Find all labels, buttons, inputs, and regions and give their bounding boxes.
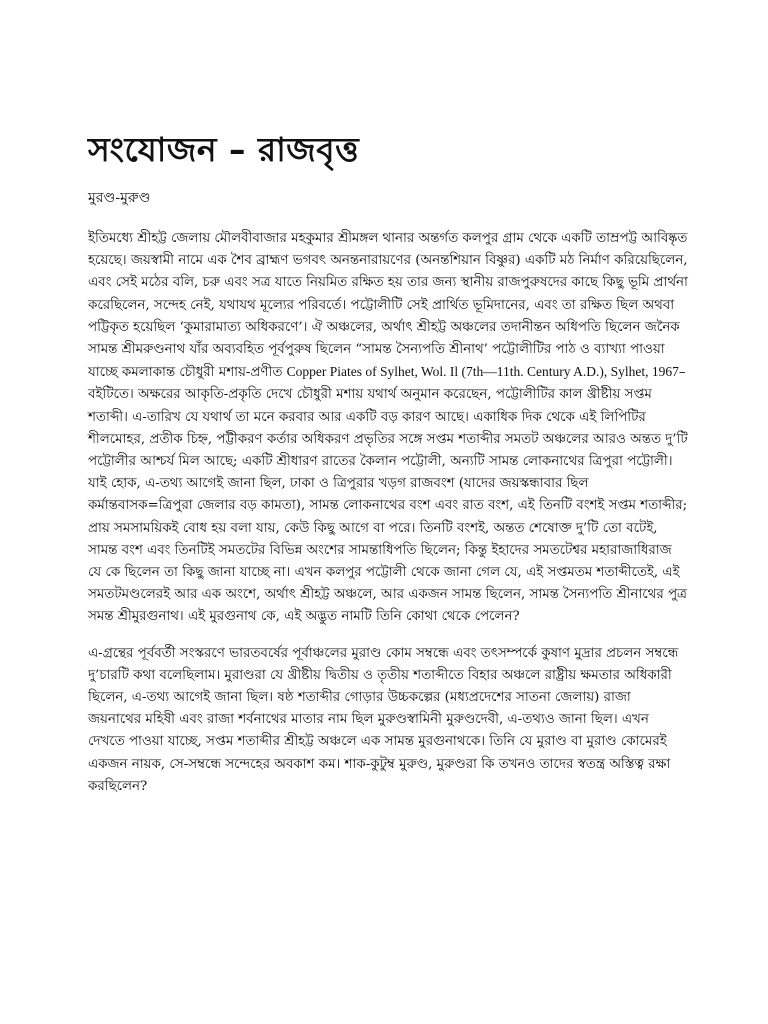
paragraph-1-text-b: –বইটিতে। অক্ষরের আকৃতি-প্রকৃতি দেখে চৌধুরী মশায় যথার্থ অনুমান করেছেন, পট্টোলীটির কাল খ্রীষ্টীয় সপ্তম শতাব্দী। এ-তারিখ যে যথার্থ তা মনে করবার আর একটি বড় কারণ আছে। একাধিক দিক থেকে এই লিপিটির শীলমোহর, প্রতীক চিহ্ন, পট্টীকরণ কর্তার অধিকরণ প্রভৃতির সঙ্গে সপ্তম শতাব্দীর সমতট অঞ্চলের আরও অন্তত দু’টি পট্টোলীর আশ্চর্য মিল আছে; একটি শ্রীধারণ রাতের কৈলান পট্টোলী, অন্যটি সামন্ত লোকনাথের ত্রিপুরা পট্টোলী। যাই হোক, এ-তথ্য আগেই জানা ছিল, ঢাকা ও ত্রিপুরার খড়গ রাজবংশ (যাদের জয়স্কন্ধাবার ছিল কর্মান্তবাসক=ত্রিপুরা জেলার বড় কামতা), সামন্ত লোকনাথের বংশ এবং রাত বংশ, এই তিনটি বংশই সপ্তম শতাব্দীর; প্রায় সমসাময়িকই বোধ হয় বলা যায়, কেউ কিছু আগে বা পরে। তিনটি বংশই, অন্তত শেষোক্ত দু’টি তো বটেই, সামন্ত বংশ এবং তিনটিই সমতটের বিভিন্ন অংশের সামন্তাধিপতি ছিলেন; কিন্তু ইহাদের সমতটেশ্বর মহারাজাধিরাজ যে কে ছিলেন তা কিছু জানা যাচ্ছে না। এখন কলপুর পট্টোলী থেকে জানা গেল যে, এই সপ্তমতম শতাব্দীতেই, এই সমতটমণ্ডলেরই আর এক অংশে, অর্থাৎ শ্রীহট্ট অঞ্চলে, আর একজন সামন্ত ছিলেন, সামন্ত সৈন্যপতি শ্রীনাথের পুত্র সমন্ত শ্রীমুরগুনাথ। এই মুরগুনাথ কে, এই অদ্ভুত নামটি তিনি কোথা থেকে পেলেন? [88, 365, 688, 625]
paragraph-2: এ-গ্রন্থের পূর্ববর্তী সংস্করণে ভারতবর্ষের পূর্বাঞ্চলের মুরাণ্ড কোম সম্বন্ধে এবং তৎসম্পর্কে কুষাণ মুদ্রার প্রচলন সম্বন্ধে দু’চারটি কথা বলেছিলাম। মুরাণ্ডরা যে খ্রীষ্টীয় দ্বিতীয় ও তৃতীয় শতাব্দীতে বিহার অঞ্চলে রাষ্ট্রীয় ক্ষমতার অধিকারী ছিলেন, এ-তথ্য আগেই জানা ছিল। ষষ্ঠ শতাব্দীর গোড়ার উচ্চকল্পের (মধ্যপ্রদেশের সাতনা জেলায়) রাজা জয়নাথের মহিষী এবং রাজা শর্বনাথের মাতার নাম ছিল মুরুণ্ডস্বামিনী মুরুণ্ডদেবী, এ-তথ্যও জানা ছিল। এখন দেখতে পাওয়া যাচ্ছে, সপ্তম শতাব্দীর শ্রীহট্ট অঞ্চলে এক সামন্ত মুরগুনাথকে। তিনি যে মুরাণ্ড বা মুরাণ্ড কোমেরই একজন নায়ক, সে-সম্বন্ধে সন্দেহের অবকাশ কম। শাক-কুটুম্ব মুরুণ্ড, মুরুণ্ডরা কি তখনও তাদের স্বতন্ত্র অস্তিত্ব রক্ষা করছিলেন? [88, 645, 679, 794]
document-page [88, 128, 688, 812]
page-title: সংযোজন – রাজবৃত্ত [88, 130, 360, 169]
paragraph-1-text-a: ইতিমধ্যে শ্রীহট্ট জেলায় মৌলবীবাজার মহকুমার শ্রীমঙ্গল থানার অন্তর্গত কলপুর গ্রাম থেকে একটি তাম্রপট্ট আবিষ্কৃত হয়েছে। জয়স্বামী নামে এক শৈব ব্রাহ্মণ ভগবৎ অনন্তনারায়ণের (অনন্তশিয়ান বিষ্ণুর) একটি মঠ নির্মাণ করিয়েছিলেন, এবং সেই মঠের বলি, চরু এবং সত্র যাতে নিয়মিত রক্ষিত হয় তার জন্য স্থানীয় রাজপুরুষদের কাছে কিছু ভূমি প্রার্থনা করেছিলেন, সন্দেহ নেই, যথাযথ মূল্যের পরিবর্তে। পট্টোলীটি সেই প্রার্থিত ভূমিদানের, এবং তা রক্ষিত ছিল অথবা পট্টিকৃত হয়েছিল ‘কুমারামাত্য অধিকরণে’। ঐ অঞ্চলের, অর্থাৎ শ্রীহট্ট অঞ্চলের তদানীন্তন অধিপতি ছিলেন জনৈক সামন্ত শ্রীমরুণ্ডনাথ যাঁর অব্যবহিত পূর্বপুরুষ ছিলেন “সামন্ত সৈন্যপতি শ্রীনাথ’ পট্টোলীটির পাঠ ও ব্যাখ্যা পাওয়া যাচ্ছে কমলাকান্ত চৌধুরী মশায়-প্রণীত [88, 231, 688, 381]
section-subtitle: মুরণ্ড-মুরুণ্ড [88, 190, 151, 206]
paragraph-1 [88, 228, 688, 629]
book-reference: Copper Piates of Sylhet, Wol. Il (7th—11th. Century A.D.), Sylhet, 1967 [286, 364, 679, 380]
